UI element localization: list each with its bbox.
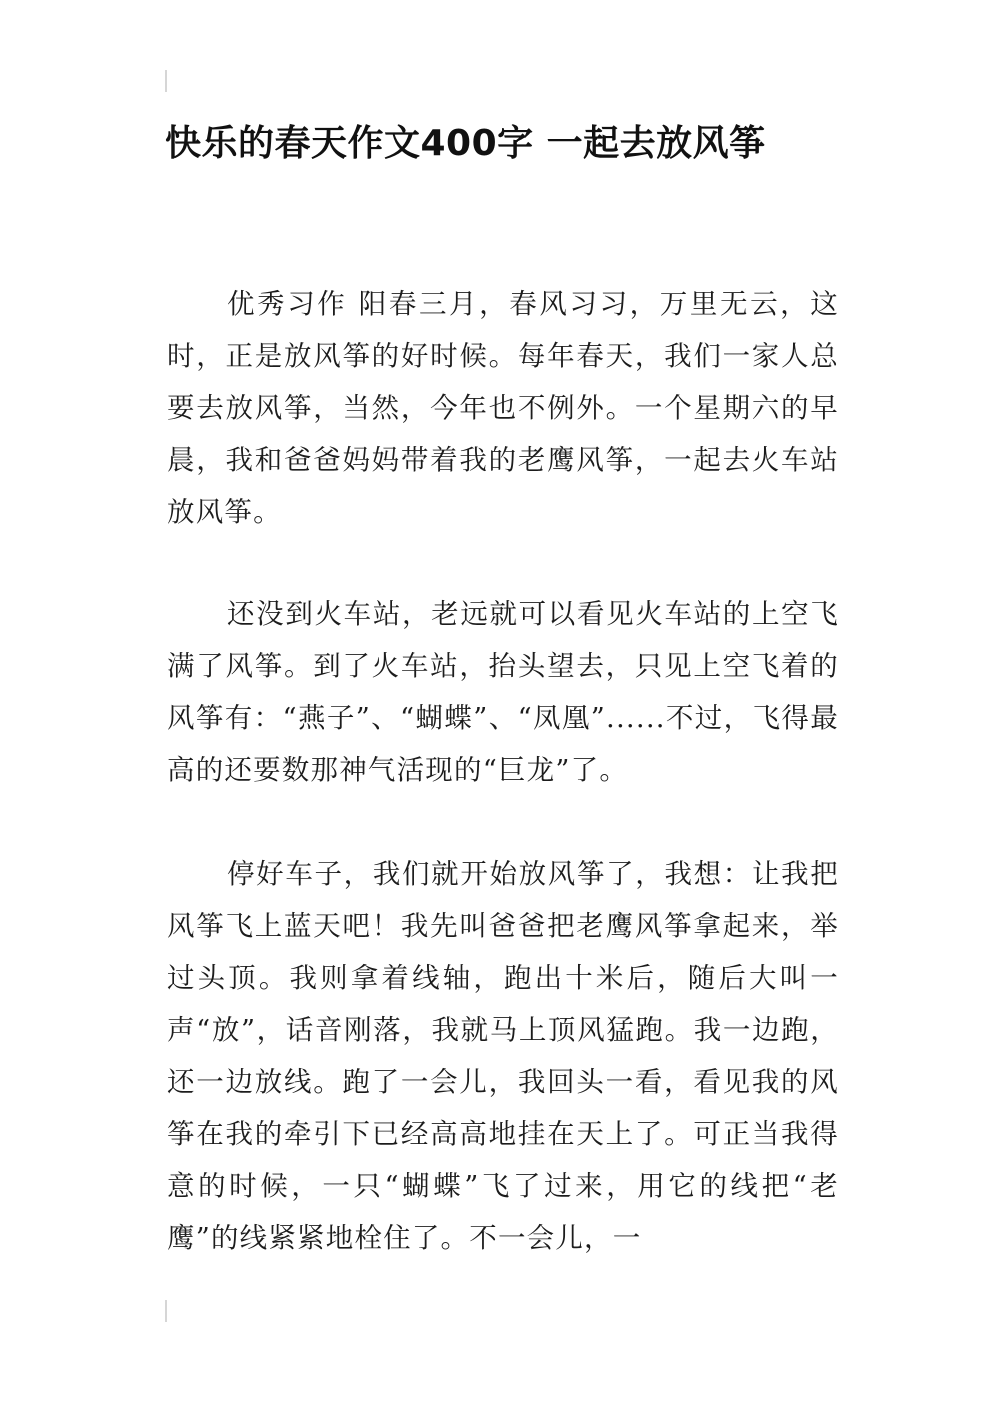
paragraph-2: 还没到火车站，老远就可以看见火车站的上空飞满了风筝。到了火车站，抬头望去，只见上空飞着的风筝有：“燕子”、“蝴蝶”、“凤凰”......不过，飞得最高的还要数那神气活现的“巨龙”了。 (167, 598, 839, 786)
paragraph-3: 停好车子，我们就开始放风筝了，我想：让我把风筝飞上蓝天吧！我先叫爸爸把老鹰风筝拿起来，举过头顶。我则拿着线轴，跑出十米后，随后大叫一声“放”，话音刚落，我就马上顶风猛跑。我一边跑，还一边放线。跑了一会儿，我回头一看，看见我的风筝在我的牵引下已经高高地挂在天上了。可正当我得意的时候，一只“蝴蝶”飞了过来，用它的线把“老鹰”的线紧紧地栓住了。不一会儿，一 (167, 858, 839, 1254)
document-title: 快乐的春天作文400字 一起去放风筝 (165, 123, 766, 164)
margin-mark-bottom (165, 1300, 167, 1322)
margin-mark-top (165, 70, 167, 92)
paragraph-1: 优秀习作 阳春三月，春风习习，万里无云，这时，正是放风筝的好时候。每年春天，我们一家人总要去放风筝，当然，今年也不例外。一个星期六的早晨，我和爸爸妈妈带着我的老鹰风筝，一起去火车站放风筝。 (167, 288, 839, 528)
